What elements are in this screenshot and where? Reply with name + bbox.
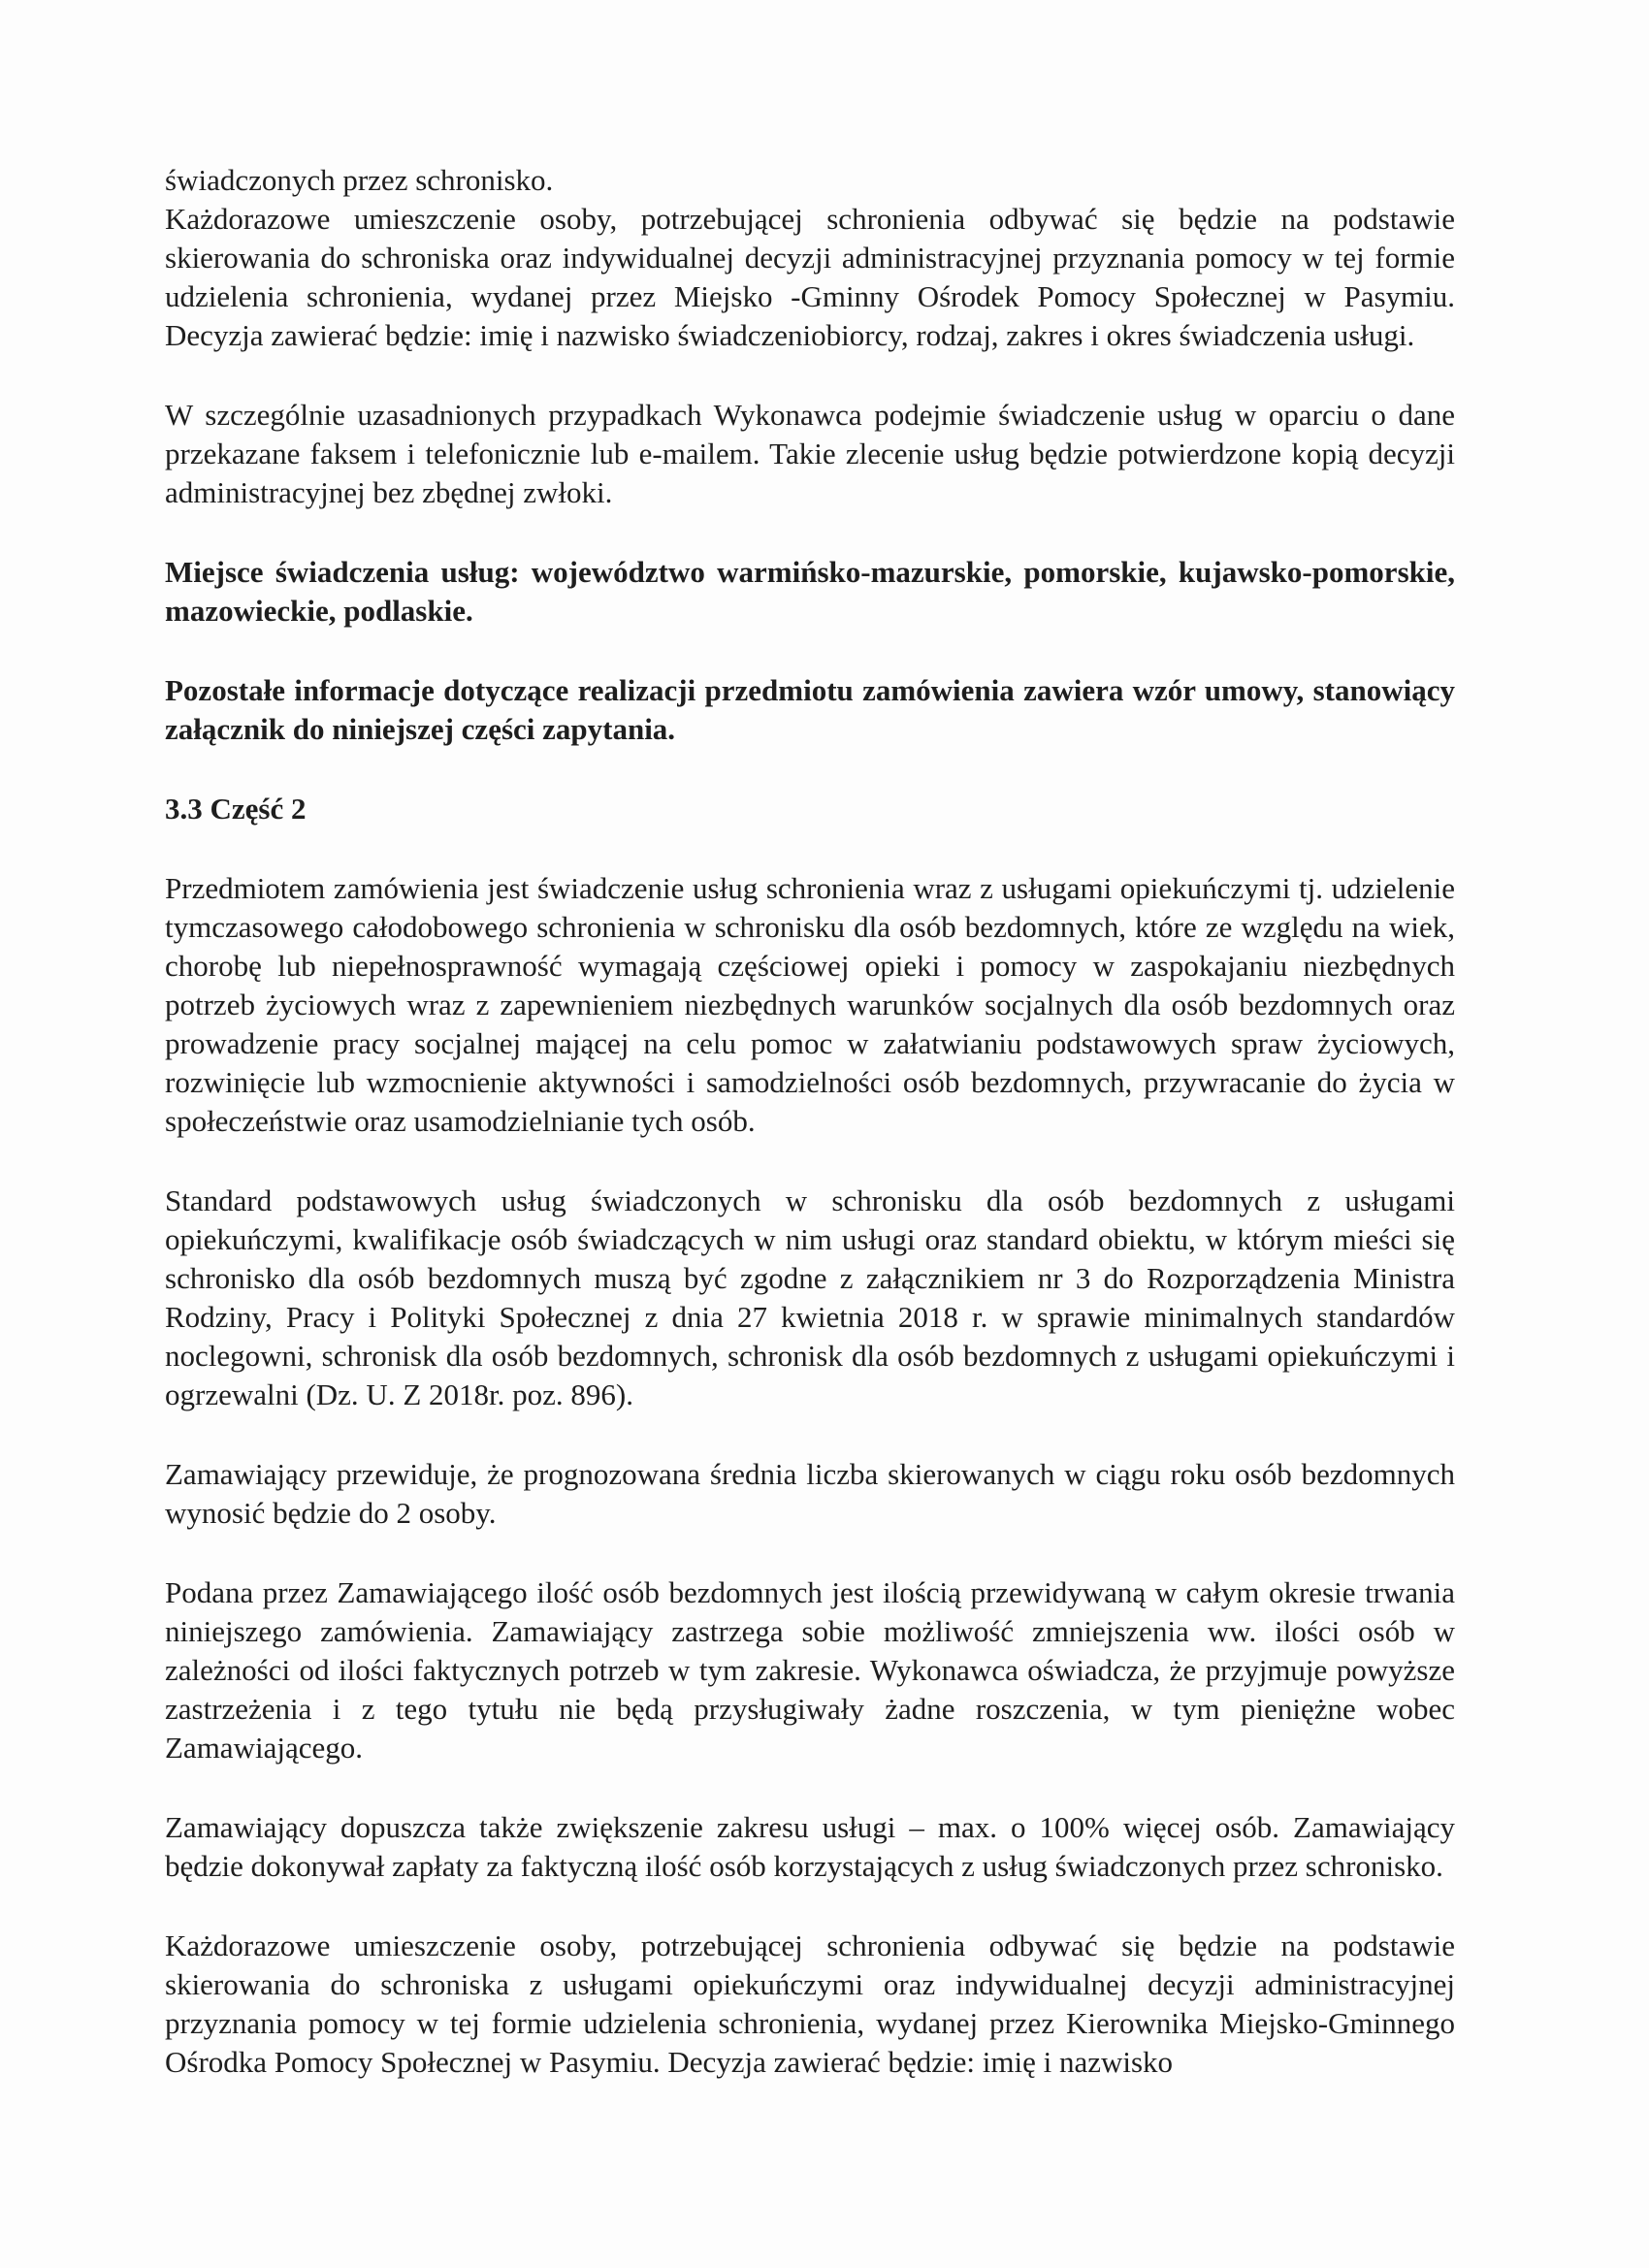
paragraph-urgent-cases: W szczególnie uzasadnionych przypadkach Wykonawca podejmie świadczenie usług w oparciu o dane przekazane faksem i telefonicznie lub e-mailem. Takie zlecenie usług będzie potwierdzone kopią decyzji administracyjnej bez zbędnej zwłoki. bbox=[165, 398, 1455, 509]
paragraph-scope-increase: Zamawiający dopuszcza także zwiększenie zakresu usługi – max. o 100% więcej osób. Zamawiający będzie dokonywał zapłaty za faktyczną ilość osób korzystających z usług świadczonych przez schronisko. bbox=[165, 1810, 1455, 1883]
paragraph-placement-decision: Każdorazowe umieszczenie osoby, potrzebującej schronienia odbywać się będzie na podstawie skierowania do schroniska oraz indywidualnej decyzji administracyjnej przyznania pomocy w tej formie udzielenia schronienia, wydanej przez Miejsko -Gminny Ośrodek Pomocy Społecznej w Pasymiu. Decyzja zawierać będzie: imię i nazwisko świadczeniobiorcy, rodzaj, zakres i okres świadczenia usługi. bbox=[165, 202, 1455, 352]
paragraph-placement-decision-part-2: Każdorazowe umieszczenie osoby, potrzebującej schronienia odbywać się będzie na podstawie skierowania do schroniska z usługami opiekuńczymi oraz indywidualnej decyzji administracyjnej przyznania pomocy w tej formie udzielenia schronienia, wydanej przez Kierownika Miejsko-Gminnego Ośrodka Pomocy Społecznej w Pasymiu. Decyzja zawierać będzie: imię i nazwisko bbox=[165, 1928, 1455, 2079]
section-heading-part-2: 3.3 Część 2 bbox=[165, 792, 307, 826]
paragraph-service-location: Miejsce świadczenia usług: województwo warmińsko-mazurskie, pomorskie, kujawsko-pomorskie, mazowieckie, podlaskie. bbox=[165, 555, 1455, 628]
paragraph-other-information: Pozostałe informacje dotyczące realizacji przedmiotu zamówienia zawiera wzór umowy, stanowiący załącznik do niniejszej części zapytania. bbox=[165, 673, 1455, 746]
paragraph-subject-of-order: Przedmiotem zamówienia jest świadczenie usług schronienia wraz z usługami opiekuńczymi tj. udzielenie tymczasowego całodobowego schronienia w schronisku dla osób bezdomnych, które ze względu na wiek, chorobę lub niepełnosprawność wymagają częściowej opieki i pomocy w zaspokajaniu niezbędnych potrzeb życiowych wraz z zapewnieniem niezbędnych warunków socjalnych dla osób bezdomnych oraz prowadzenie pracy socjalnej mającej na celu pomoc w załatwianiu podstawowych spraw życiowych, rozwinięcie lub wzmocnienie aktywności i samodzielności osób bezdomnych, przywracanie do życia w społeczeństwie oraz usamodzielnianie tych osób. bbox=[165, 871, 1455, 1138]
paragraph-continuation: świadczonych przez schronisko. bbox=[165, 163, 554, 197]
paragraph-forecast-count: Zamawiający przewiduje, że prognozowana średnia liczba skierowanych w ciągu roku osób bezdomnych wynosić będzie do 2 osoby. bbox=[165, 1457, 1455, 1530]
paragraph-service-standard: Standard podstawowych usług świadczonych w schronisku dla osób bezdomnych z usługami opiekuńczymi, kwalifikacje osób świadczących w nim usługi oraz standard obiektu, w którym mieści się schronisko dla osób bezdomnych muszą być zgodne z załącznikiem nr 3 do Rozporządzenia Ministra Rodziny, Pracy i Polityki Społecznej z dnia 27 kwietnia 2018 r. w sprawie minimalnych standardów noclegowni, schronisk dla osób bezdomnych, schronisk dla osób bezdomnych z usługami opiekuńczymi i ogrzewalni (Dz. U. Z 2018r. poz. 896). bbox=[165, 1183, 1455, 1411]
document-body bbox=[165, 161, 1455, 2082]
paragraph-quantity-reservation: Podana przez Zamawiającego ilość osób bezdomnych jest ilością przewidywaną w całym okresie trwania niniejszego zamówienia. Zamawiający zastrzega sobie możliwość zmniejszenia ww. ilości osób w zależności od ilości faktycznych potrzeb w tym zakresie. Wykonawca oświadcza, że przyjmuje powyższe zastrzeżenia i z tego tytułu nie będą przysługiwały żadne roszczenia, w tym pieniężne wobec Zamawiającego. bbox=[165, 1575, 1455, 1765]
